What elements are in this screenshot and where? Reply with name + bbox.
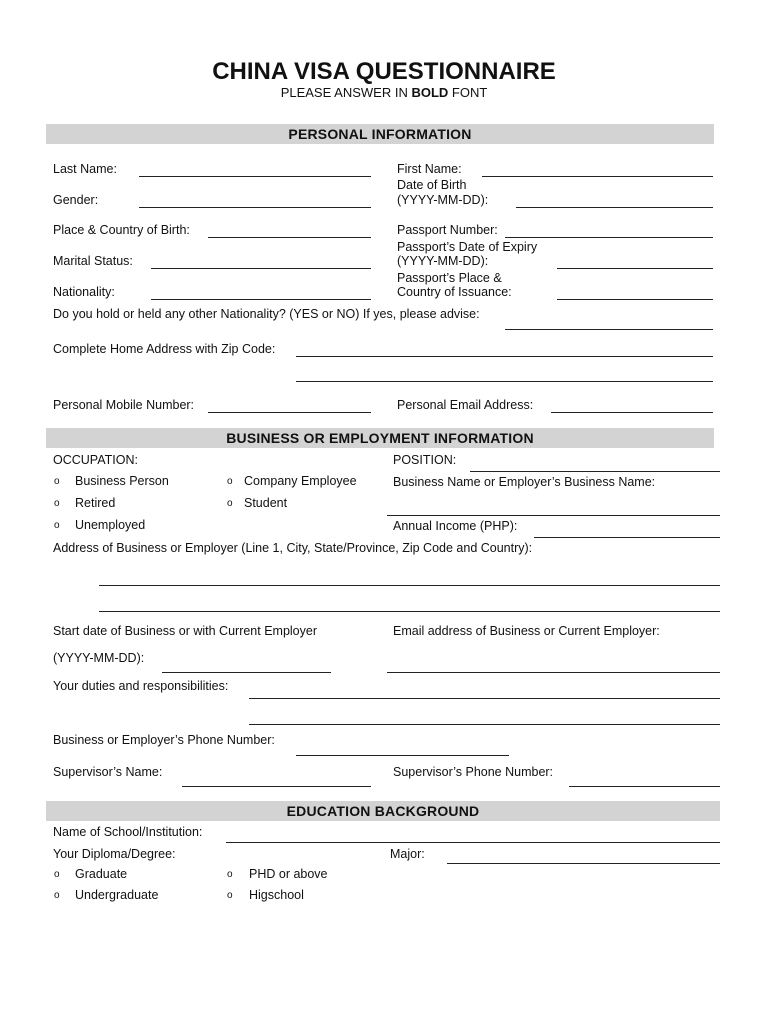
- option-undergraduate: Undergraduate: [75, 888, 159, 902]
- option-unemployed: Unemployed: [75, 518, 146, 532]
- option-bullet-icon[interactable]: o: [54, 476, 60, 487]
- option-bullet-icon[interactable]: o: [54, 869, 60, 880]
- section-header-personal: PERSONAL INFORMATION: [46, 124, 714, 144]
- home-address-field-line2[interactable]: [296, 381, 713, 382]
- option-company-employee: Company Employee: [244, 474, 357, 488]
- option-bullet-icon[interactable]: o: [54, 890, 60, 901]
- last-name-field[interactable]: [139, 176, 371, 177]
- diploma-label: Your Diploma/Degree:: [53, 847, 176, 861]
- passport-expiry-label-line1: Passport’s Date of Expiry: [397, 240, 538, 254]
- start-date-field[interactable]: [162, 672, 331, 673]
- option-graduate: Graduate: [75, 867, 128, 881]
- option-retired: Retired: [75, 496, 116, 510]
- passport-issuance-field[interactable]: [557, 299, 713, 300]
- dob-field[interactable]: [516, 207, 713, 208]
- section-header-business: BUSINESS OR EMPLOYMENT INFORMATION: [46, 428, 714, 448]
- duties-field-line2[interactable]: [249, 724, 720, 725]
- business-address-label: Address of Business or Employer (Line 1, City, State/Province, Zip Code and Country):: [53, 541, 533, 555]
- nationality-field[interactable]: [151, 299, 371, 300]
- other-nationality-field[interactable]: [505, 329, 713, 330]
- start-date-label-line1: Start date of Business or with Current Employer: [53, 624, 318, 638]
- marital-status-field[interactable]: [151, 268, 371, 269]
- annual-income-label: Annual Income (PHP):: [393, 519, 518, 533]
- option-bullet-icon[interactable]: o: [227, 890, 233, 901]
- home-address-label: Complete Home Address with Zip Code:: [53, 342, 276, 356]
- option-bullet-icon[interactable]: o: [54, 520, 60, 531]
- major-label: Major:: [390, 847, 425, 861]
- supervisor-phone-label: Supervisor’s Phone Number:: [393, 765, 554, 779]
- personal-email-field[interactable]: [551, 412, 713, 413]
- position-label: POSITION:: [393, 453, 457, 467]
- passport-issuance-label-line1: Passport’s Place &: [397, 271, 502, 285]
- business-phone-label: Business or Employer’s Phone Number:: [53, 733, 275, 747]
- business-address-field-line1[interactable]: [99, 585, 720, 586]
- position-field[interactable]: [470, 471, 720, 472]
- supervisor-phone-field[interactable]: [569, 786, 720, 787]
- place-of-birth-field[interactable]: [208, 237, 371, 238]
- business-email-field[interactable]: [387, 672, 720, 673]
- place-of-birth-label: Place & Country of Birth:: [53, 223, 190, 237]
- option-student: Student: [244, 496, 288, 510]
- gender-label: Gender:: [53, 193, 99, 207]
- school-label: Name of School/Institution:: [53, 825, 203, 839]
- duties-label: Your duties and responsibilities:: [53, 679, 229, 693]
- page-subtitle: PLEASE ANSWER IN BOLD FONT: [280, 85, 488, 100]
- business-email-label: Email address of Business or Current Employer:: [393, 624, 660, 638]
- marital-status-label: Marital Status:: [53, 254, 133, 268]
- passport-number-field[interactable]: [505, 237, 713, 238]
- business-phone-field[interactable]: [296, 755, 509, 756]
- passport-expiry-label-line2: (YYYY-MM-DD):: [397, 254, 489, 268]
- option-bullet-icon[interactable]: o: [227, 869, 233, 880]
- business-name-label: Business Name or Employer’s Business Name:: [393, 475, 656, 489]
- other-nationality-label: Do you hold or held any other Nationality? (YES or NO) If yes, please advise:: [53, 307, 480, 321]
- page-title: CHINA VISA QUESTIONNAIRE: [212, 58, 556, 85]
- supervisor-name-field[interactable]: [182, 786, 371, 787]
- option-phd: PHD or above: [249, 867, 328, 881]
- passport-expiry-field[interactable]: [557, 268, 713, 269]
- option-bullet-icon[interactable]: o: [54, 498, 60, 509]
- option-business-person: Business Person: [75, 474, 169, 488]
- mobile-number-field[interactable]: [208, 412, 371, 413]
- option-bullet-icon[interactable]: o: [227, 476, 233, 487]
- supervisor-name-label: Supervisor’s Name:: [53, 765, 163, 779]
- section-header-education: EDUCATION BACKGROUND: [46, 801, 720, 821]
- option-highschool: Higschool: [249, 888, 304, 902]
- business-name-field[interactable]: [387, 515, 720, 516]
- business-address-field-line2[interactable]: [99, 611, 720, 612]
- dob-label-line2: (YYYY-MM-DD):: [397, 193, 489, 207]
- first-name-label: First Name:: [397, 162, 462, 176]
- option-bullet-icon[interactable]: o: [227, 498, 233, 509]
- dob-label-line1: Date of Birth: [397, 178, 467, 192]
- last-name-label: Last Name:: [53, 162, 117, 176]
- gender-field[interactable]: [139, 207, 371, 208]
- mobile-number-label: Personal Mobile Number:: [53, 398, 195, 412]
- duties-field-line1[interactable]: [249, 698, 720, 699]
- occupation-label: OCCUPATION:: [53, 453, 138, 467]
- personal-email-label: Personal Email Address:: [397, 398, 534, 412]
- passport-issuance-label-line2: Country of Issuance:: [397, 285, 512, 299]
- major-field[interactable]: [447, 863, 720, 864]
- first-name-field[interactable]: [482, 176, 713, 177]
- school-field[interactable]: [226, 842, 720, 843]
- passport-number-label: Passport Number:: [397, 223, 498, 237]
- annual-income-field[interactable]: [534, 537, 720, 538]
- home-address-field-line1[interactable]: [296, 356, 713, 357]
- start-date-label-line2: (YYYY-MM-DD):: [53, 651, 145, 665]
- nationality-label: Nationality:: [53, 285, 115, 299]
